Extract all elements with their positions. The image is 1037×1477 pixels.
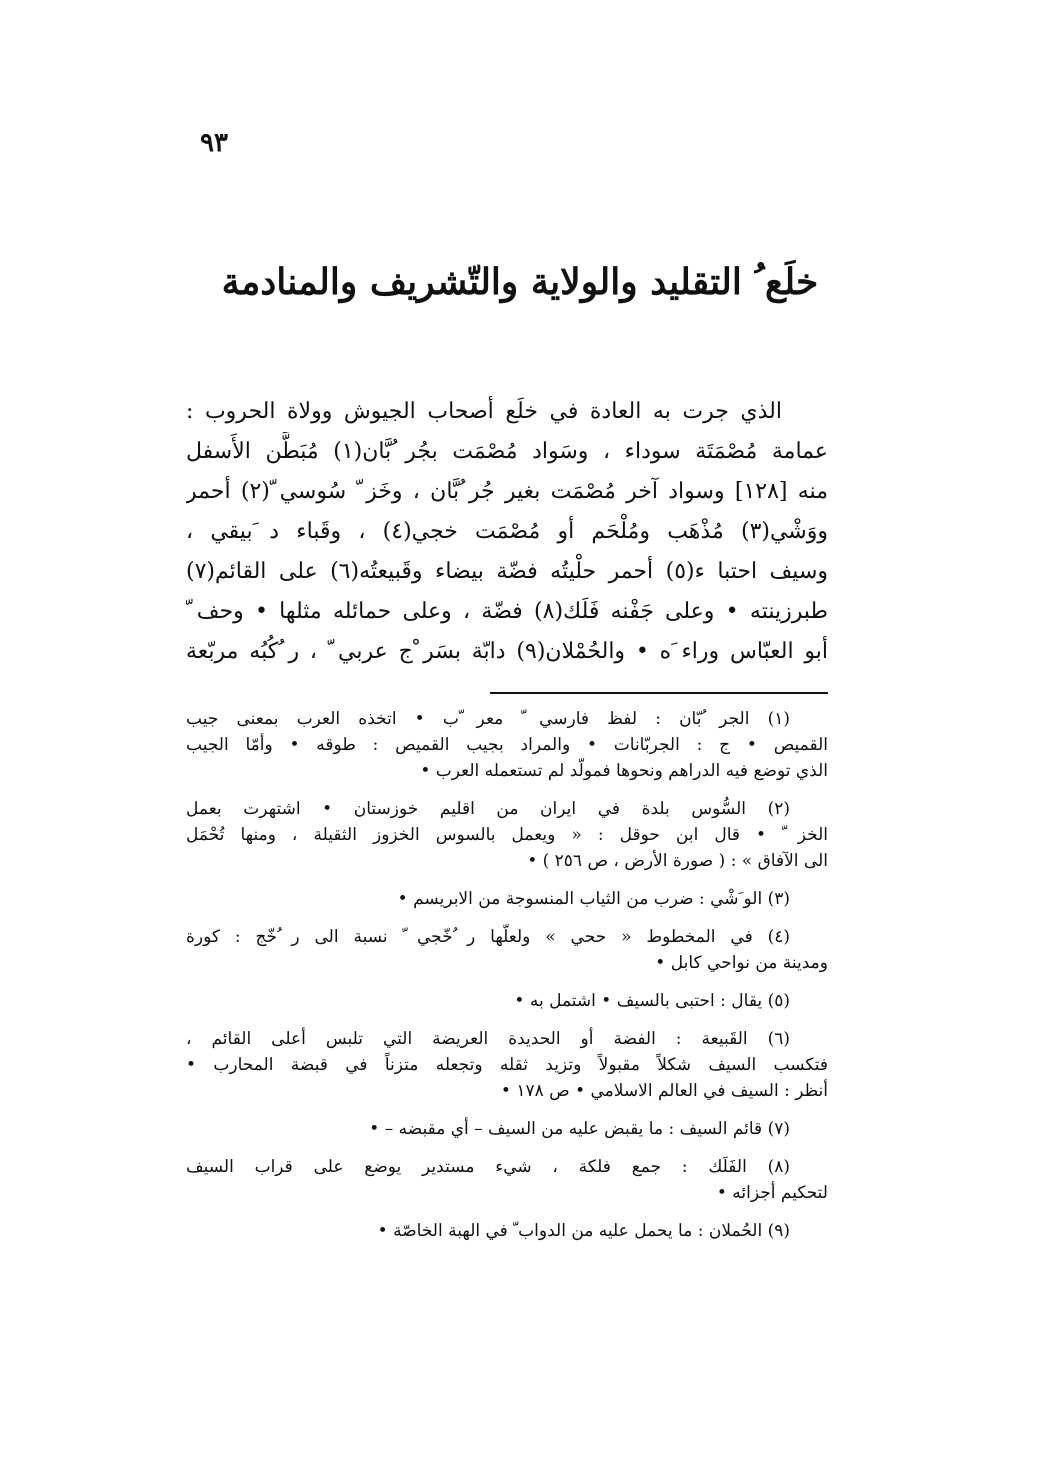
body-line: منه [١٢٨] وسواد آخر مُصْمَت بغير جُر ُبَّان ، وخَز ّ سُوسي ّ(٢) أحمر [186,479,828,504]
footnote-line: (٨) الفَلَك : جمع فلكة ، شيء مستدير يوضع على قراب السيف [186,1157,790,1177]
footnote-line: (٩) الحُملان : ما يحمل عليه من الدواب ّ في الهبة الخاصّة • [377,1221,790,1241]
footnote-5 [186,988,828,1014]
footnote-line: ومدينة من نواحي كابل • [655,953,828,973]
body-line: ووَشْي(٣) مُذْهَب ومُلْحَم أو مُصْمَت خجي(٤) ، وقَباء د َبيقي ، [186,519,828,544]
footnote-line: (٣) الو َشْي : ضرب من الثياب المنسوجة من الابريسم • [397,889,790,909]
body-line: طبرزينته • وعلى جَفْنه فَلَك(٨) فضّة ، وعلى حمائله مثلها • وحف ّ [186,599,828,624]
page-number: ٩٣ [200,128,228,158]
body-line: عمامة مُصْمَتَة سوداء ، وسَواد مُصْمَت بجُر ُبَّان(١) مُبَطَّن الأَسفل [186,439,828,464]
body-line: أبو العبّاس وراء َه • والحُمْلان(٩) دابّة بسَر ْج عربي ّ ، ر ُكُبُه مربّعة [186,639,828,664]
footnote-line: فتكسب السيف شكلاً مقبولاً وتزيد ثقله وتجعله متزناً في قبضة المحارب • [186,1055,828,1075]
footnote-line: الذي توضع فيه الدراهم ونحوها فمولّد لم تستعمله العرب • [420,761,828,781]
footnote-4 [186,924,828,976]
footnote-6 [186,1026,828,1104]
footnote-1 [186,706,828,784]
footnote-3 [186,886,828,912]
footnote-9 [186,1218,828,1244]
footnote-7 [186,1116,828,1142]
footnote-line: (٢) السُّوس بلدة في ايران من اقليم خوزستان • اشتهرت بعمل [186,799,790,819]
footnote-line: (١) الجر ُبّان : لفظ فارسي ّ معر ّب • اتخذه العرب بمعنى جيب [186,709,790,729]
footnotes [186,706,828,1256]
chapter-title: خلَع ُ التقليد والولاية والتّشريف والمنادمة [221,261,819,303]
footnote-line: (٧) قائم السيف : ما يقبض عليه من السيف – أي مقبضه – • [369,1119,790,1139]
footnote-2 [186,796,828,874]
body-line: وسيف احتبا ء(٥) أحمر حلْيتُه فضّة بيضاء وقَبيعتُه(٦) على القائم(٧) [186,559,828,584]
footnote-line: (٥) يقال : احتبى بالسيف • اشتمل به • [514,991,790,1011]
footnote-divider [490,692,828,694]
body-line: الذي جرت به العادة في خلَع أصحاب الجيوش وولاة الحروب : [186,399,782,424]
body-text [186,392,828,672]
footnote-line: (٦) القَبيعة : الفضة أو الحديدة العريضة التي تلبس أعلى القائم ، [186,1029,790,1049]
footnote-8 [186,1154,828,1206]
footnote-line: أنظر : السيف في العالم الاسلامي • ص ١٧٨ • [500,1081,828,1101]
footnote-line: لتحكيم أجزائه • [716,1183,828,1203]
footnote-line: الخز ّ • قال ابن حوقل : « ويعمل بالسوس الخزوز الثقيلة ، ومنها تُحْمَل [186,825,828,845]
footnote-line: الى الآفاق » : ( صورة الأرض ، ص ٢٥٦ ) • [527,851,828,871]
footnote-line: القميص • ج : الجربّانات • والمراد بجيب القميص : طوقه • وأمّا الجيب [186,735,828,755]
footnote-line: (٤) في المخطوط « ححي » ولعلّها ر ُخّجي ّ نسبة الى ر ُخّج : كورة [186,927,790,947]
